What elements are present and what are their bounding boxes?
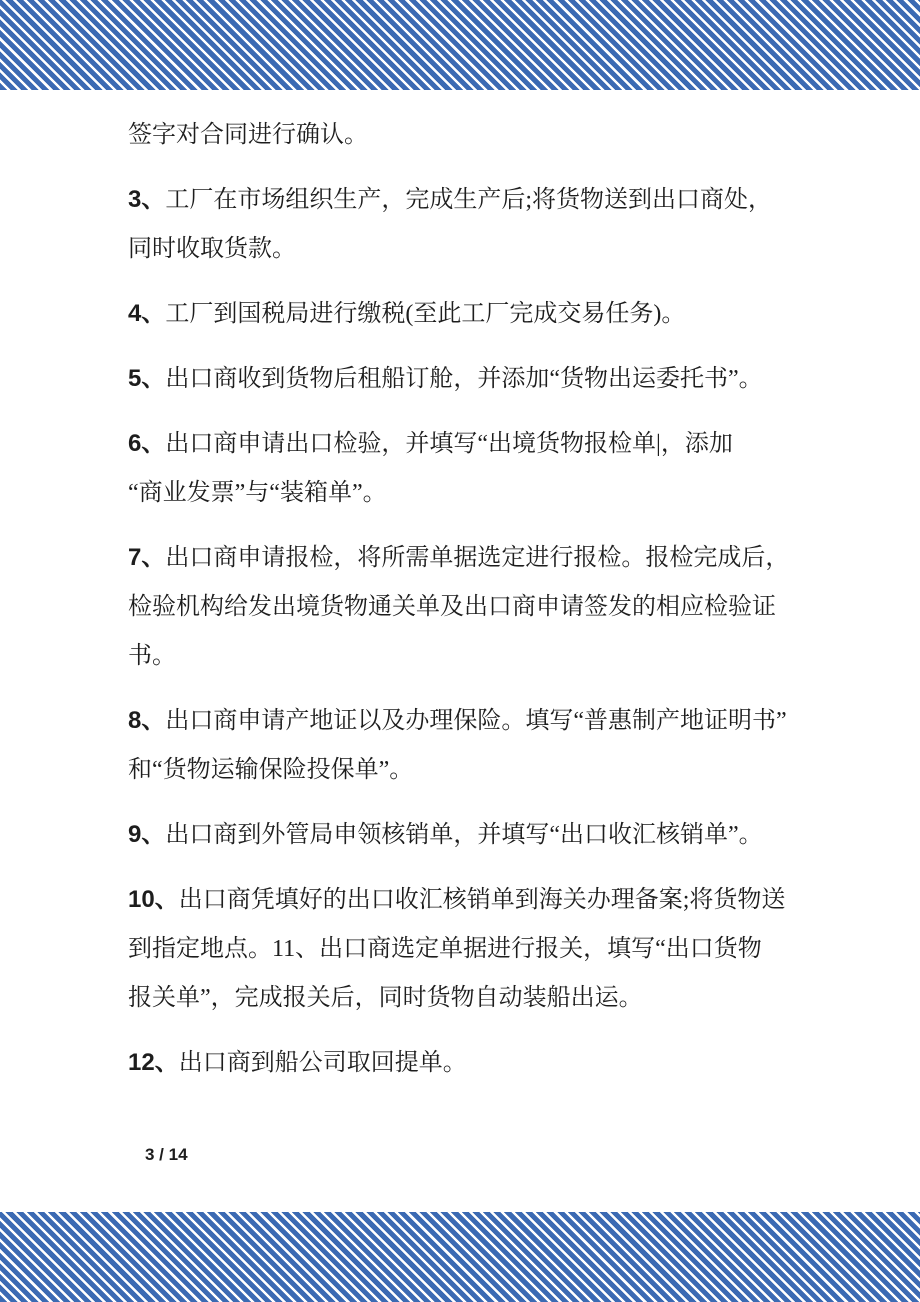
list-number: 8、 [128, 707, 166, 734]
list-number: 3、 [128, 186, 166, 213]
paragraph-line: 和“货物运输保险投保单”。 [128, 757, 414, 783]
paragraph-line: 检验机构给发出境货物通关单及出口商申请签发的相应检验证 [128, 594, 776, 620]
paragraph-line [128, 1038, 802, 1088]
paragraph [128, 110, 802, 160]
paragraph-text: 出口商申请报检，将所需单据选定进行报检。报检完成后， [165, 545, 790, 571]
list-number: 12、 [128, 1049, 179, 1076]
paragraph-line [128, 289, 802, 339]
paragraph-text: 出口商到船公司取回提单。 [178, 1050, 467, 1076]
paragraph-text: 出口商申请出口检验，并填写“出境货物报检单|，添加 [165, 431, 733, 457]
list-number: 4、 [128, 300, 166, 327]
paragraph-line [128, 419, 802, 469]
page-break-bottom-band [0, 1212, 920, 1302]
paragraph-text: 出口商申请产地证以及办理保险。填写“普惠制产地证明书” [165, 708, 787, 734]
paragraph-text: 出口商凭填好的出口收汇核销单到海关办理备案;将货物送 [178, 887, 786, 913]
list-number: 10、 [128, 886, 179, 913]
paragraph-line [128, 875, 802, 925]
paragraph-line [128, 110, 802, 160]
list-number: 6、 [128, 430, 166, 457]
paragraph-line [128, 175, 802, 225]
paragraph-text: 签字对合同进行确认。 [128, 122, 368, 148]
paragraph-line [128, 354, 802, 404]
paragraph-text: 工厂到国税局进行缴税(至此工厂完成交易任务)。 [165, 301, 686, 327]
paragraph [128, 354, 802, 404]
paragraph-line [128, 533, 802, 583]
paragraph [128, 175, 802, 274]
list-number: 9、 [128, 821, 166, 848]
page-number: 3 / 14 [145, 1145, 188, 1164]
paragraph [128, 1038, 802, 1088]
page-break-top-band [0, 0, 920, 90]
paragraph [128, 810, 802, 860]
paragraph-text: 出口商收到货物后租船订舱，并添加“货物出运委托书”。 [165, 366, 763, 392]
paragraph-line [128, 810, 802, 860]
paragraph-line: “商业发票”与“装箱单”。 [128, 480, 387, 506]
list-number: 7、 [128, 544, 166, 571]
paragraph [128, 289, 802, 339]
paragraph [128, 696, 802, 795]
paragraph-line: 到指定地点。11、出口商选定单据进行报关，填写“出口货物 [128, 936, 762, 962]
paragraph [128, 419, 802, 518]
document-page [0, 90, 920, 1212]
paragraph [128, 533, 802, 681]
paragraph-line: 书。 [128, 643, 176, 669]
paragraph-line [128, 696, 802, 746]
paragraph [128, 875, 802, 1023]
paragraph-text: 出口商到外管局申领核销单，并填写“出口收汇核销单”。 [165, 822, 763, 848]
paragraph-text: 工厂在市场组织生产，完成生产后;将货物送到出口商处， [165, 187, 773, 213]
paragraph-line: 同时收取货款。 [128, 236, 296, 262]
list-number: 5、 [128, 365, 166, 392]
paragraph-line: 报关单”，完成报关后，同时货物自动装船出运。 [128, 985, 643, 1011]
